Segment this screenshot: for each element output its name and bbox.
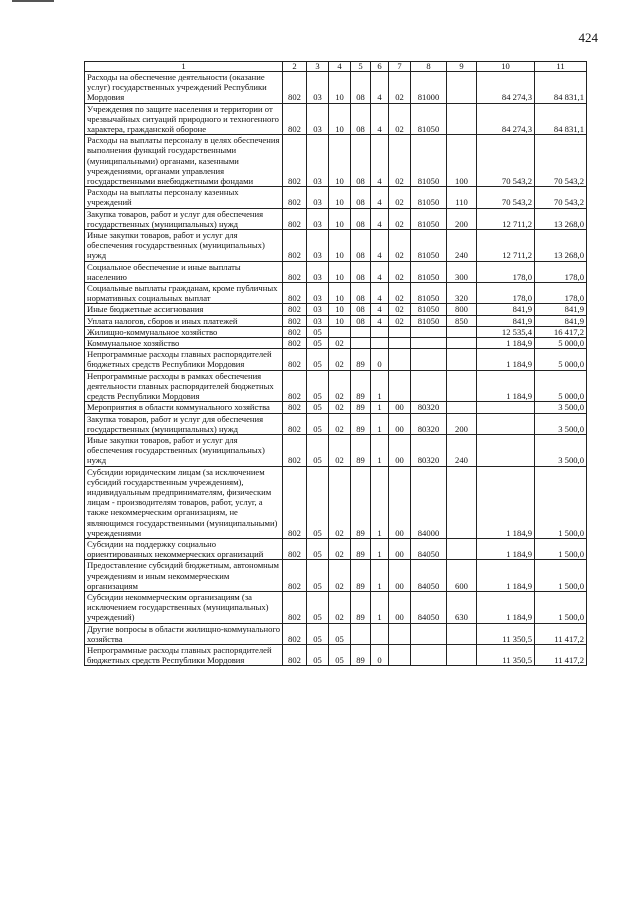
row-title-cell: Предоставление субсидий бюджетным, автономным учреждениям и иным некоммерческим организациям bbox=[85, 560, 283, 592]
value-cell: 84 274,3 bbox=[477, 72, 535, 104]
value-cell: 05 bbox=[307, 466, 329, 538]
value-cell: 02 bbox=[329, 466, 351, 538]
column-header: 5 bbox=[351, 62, 371, 72]
value-cell: 300 bbox=[447, 261, 477, 282]
value-cell: 5 000,0 bbox=[535, 338, 587, 349]
value-cell: 03 bbox=[307, 103, 329, 135]
value-cell: 81050 bbox=[411, 187, 447, 208]
value-cell: 89 bbox=[351, 560, 371, 592]
table-row bbox=[85, 283, 587, 304]
value-cell bbox=[477, 402, 535, 413]
column-header: 1 bbox=[85, 62, 283, 72]
table-row bbox=[85, 315, 587, 326]
value-cell: 802 bbox=[283, 623, 307, 644]
value-cell: 1 500,0 bbox=[535, 591, 587, 623]
value-cell: 1 bbox=[371, 434, 389, 466]
value-cell: 02 bbox=[329, 591, 351, 623]
value-cell: 03 bbox=[307, 315, 329, 326]
value-cell bbox=[477, 413, 535, 434]
value-cell: 802 bbox=[283, 208, 307, 229]
value-cell: 841,9 bbox=[535, 304, 587, 315]
value-cell: 1 bbox=[371, 538, 389, 559]
value-cell: 12 711,2 bbox=[477, 208, 535, 229]
value-cell: 05 bbox=[307, 644, 329, 665]
column-header: 8 bbox=[411, 62, 447, 72]
column-header: 10 bbox=[477, 62, 535, 72]
table-row bbox=[85, 208, 587, 229]
value-cell bbox=[447, 103, 477, 135]
value-cell bbox=[351, 623, 371, 644]
column-header: 3 bbox=[307, 62, 329, 72]
value-cell: 00 bbox=[389, 402, 411, 413]
value-cell: 00 bbox=[389, 434, 411, 466]
row-title-cell: Закупка товаров, работ и услуг для обеспечения государственных (муниципальных) нужд bbox=[85, 208, 283, 229]
value-cell bbox=[371, 623, 389, 644]
value-cell: 02 bbox=[389, 304, 411, 315]
value-cell: 08 bbox=[351, 283, 371, 304]
value-cell bbox=[389, 326, 411, 337]
value-cell: 02 bbox=[389, 72, 411, 104]
row-title-cell: Расходы на выплаты персоналу казенных учреждений bbox=[85, 187, 283, 208]
table-row bbox=[85, 560, 587, 592]
value-cell: 08 bbox=[351, 208, 371, 229]
value-cell: 10 bbox=[329, 72, 351, 104]
budget-table bbox=[84, 61, 587, 666]
value-cell: 11 417,2 bbox=[535, 623, 587, 644]
value-cell: 02 bbox=[329, 538, 351, 559]
value-cell bbox=[351, 338, 371, 349]
value-cell: 802 bbox=[283, 370, 307, 402]
value-cell: 10 bbox=[329, 208, 351, 229]
value-cell bbox=[389, 349, 411, 370]
value-cell: 802 bbox=[283, 326, 307, 337]
table-row bbox=[85, 261, 587, 282]
value-cell: 80320 bbox=[411, 434, 447, 466]
table-row bbox=[85, 644, 587, 665]
row-title-cell: Коммунальное хозяйство bbox=[85, 338, 283, 349]
value-cell: 89 bbox=[351, 402, 371, 413]
value-cell: 802 bbox=[283, 103, 307, 135]
row-title-cell: Иные закупки товаров, работ и услуг для обеспечения государственных (муниципальных) нужд bbox=[85, 434, 283, 466]
value-cell: 02 bbox=[389, 283, 411, 304]
value-cell: 08 bbox=[351, 103, 371, 135]
value-cell: 802 bbox=[283, 349, 307, 370]
value-cell: 802 bbox=[283, 261, 307, 282]
value-cell: 1 500,0 bbox=[535, 538, 587, 559]
value-cell: 84 831,1 bbox=[535, 72, 587, 104]
value-cell: 800 bbox=[447, 304, 477, 315]
value-cell bbox=[389, 644, 411, 665]
value-cell: 02 bbox=[329, 560, 351, 592]
value-cell bbox=[447, 402, 477, 413]
table-row bbox=[85, 349, 587, 370]
value-cell: 802 bbox=[283, 72, 307, 104]
value-cell: 10 bbox=[329, 230, 351, 262]
table-row bbox=[85, 434, 587, 466]
value-cell: 802 bbox=[283, 230, 307, 262]
value-cell bbox=[389, 370, 411, 402]
value-cell bbox=[447, 623, 477, 644]
value-cell: 03 bbox=[307, 261, 329, 282]
value-cell: 4 bbox=[371, 103, 389, 135]
column-header: 2 bbox=[283, 62, 307, 72]
row-title-cell: Непрограммные расходы в рамках обеспечения деятельности главных распорядителей бюджетных средств Республики Мордовия bbox=[85, 370, 283, 402]
page-number: 424 bbox=[578, 30, 598, 45]
value-cell: 13 268,0 bbox=[535, 208, 587, 229]
value-cell: 84 831,1 bbox=[535, 103, 587, 135]
value-cell: 802 bbox=[283, 135, 307, 187]
value-cell: 03 bbox=[307, 230, 329, 262]
value-cell: 12 711,2 bbox=[477, 230, 535, 262]
value-cell: 178,0 bbox=[535, 261, 587, 282]
value-cell: 81050 bbox=[411, 261, 447, 282]
scan-edge-mark bbox=[12, 0, 54, 2]
value-cell bbox=[447, 370, 477, 402]
row-title-cell: Социальные выплаты гражданам, кроме публичных нормативных социальных выплат bbox=[85, 283, 283, 304]
value-cell: 05 bbox=[307, 349, 329, 370]
row-title-cell: Жилищно-коммунальное хозяйство bbox=[85, 326, 283, 337]
value-cell bbox=[447, 644, 477, 665]
value-cell: 802 bbox=[283, 538, 307, 559]
value-cell: 802 bbox=[283, 338, 307, 349]
value-cell: 81050 bbox=[411, 304, 447, 315]
value-cell: 4 bbox=[371, 315, 389, 326]
value-cell bbox=[411, 326, 447, 337]
value-cell: 1 bbox=[371, 591, 389, 623]
value-cell: 200 bbox=[447, 208, 477, 229]
value-cell: 02 bbox=[329, 413, 351, 434]
value-cell: 5 000,0 bbox=[535, 370, 587, 402]
value-cell: 16 417,2 bbox=[535, 326, 587, 337]
value-cell: 3 500,0 bbox=[535, 434, 587, 466]
value-cell: 630 bbox=[447, 591, 477, 623]
value-cell: 08 bbox=[351, 135, 371, 187]
value-cell: 4 bbox=[371, 135, 389, 187]
table-row bbox=[85, 103, 587, 135]
table-row bbox=[85, 304, 587, 315]
value-cell: 03 bbox=[307, 304, 329, 315]
value-cell bbox=[411, 370, 447, 402]
row-title-cell: Иные закупки товаров, работ и услуг для обеспечения государственных (муниципальных) нужд bbox=[85, 230, 283, 262]
value-cell: 10 bbox=[329, 261, 351, 282]
value-cell: 05 bbox=[329, 644, 351, 665]
value-cell: 11 350,5 bbox=[477, 623, 535, 644]
value-cell: 05 bbox=[307, 623, 329, 644]
value-cell: 240 bbox=[447, 230, 477, 262]
value-cell: 4 bbox=[371, 304, 389, 315]
table-row bbox=[85, 413, 587, 434]
table-row bbox=[85, 591, 587, 623]
table-row bbox=[85, 230, 587, 262]
value-cell: 1 500,0 bbox=[535, 466, 587, 538]
value-cell: 3 500,0 bbox=[535, 402, 587, 413]
value-cell: 89 bbox=[351, 370, 371, 402]
value-cell: 89 bbox=[351, 591, 371, 623]
value-cell: 178,0 bbox=[535, 283, 587, 304]
row-title-cell: Расходы на выплаты персоналу в целях обеспечения выполнения функций государственными (муниципальными) органами, казенными учреждениями, органами управления государственными внебюджетными фондами bbox=[85, 135, 283, 187]
value-cell: 84050 bbox=[411, 591, 447, 623]
value-cell: 84050 bbox=[411, 560, 447, 592]
value-cell: 802 bbox=[283, 402, 307, 413]
row-title-cell: Непрограммные расходы главных распорядителей бюджетных средств Республики Мордовия bbox=[85, 349, 283, 370]
table-header bbox=[85, 62, 587, 72]
value-cell: 850 bbox=[447, 315, 477, 326]
value-cell: 00 bbox=[389, 538, 411, 559]
value-cell: 10 bbox=[329, 283, 351, 304]
value-cell: 81000 bbox=[411, 72, 447, 104]
value-cell: 08 bbox=[351, 187, 371, 208]
value-cell: 4 bbox=[371, 187, 389, 208]
row-title-cell: Учреждения по защите населения и территории от чрезвычайных ситуаций природного и техногенного характера, гражданской обороне bbox=[85, 103, 283, 135]
value-cell: 3 500,0 bbox=[535, 413, 587, 434]
value-cell: 89 bbox=[351, 349, 371, 370]
value-cell: 02 bbox=[329, 402, 351, 413]
value-cell bbox=[411, 338, 447, 349]
value-cell bbox=[447, 72, 477, 104]
value-cell: 10 bbox=[329, 103, 351, 135]
value-cell: 200 bbox=[447, 413, 477, 434]
value-cell: 1 bbox=[371, 402, 389, 413]
value-cell: 02 bbox=[389, 261, 411, 282]
value-cell: 4 bbox=[371, 230, 389, 262]
value-cell: 89 bbox=[351, 413, 371, 434]
table-row bbox=[85, 370, 587, 402]
value-cell: 802 bbox=[283, 413, 307, 434]
table-row bbox=[85, 402, 587, 413]
value-cell: 03 bbox=[307, 72, 329, 104]
value-cell: 0 bbox=[371, 349, 389, 370]
value-cell: 00 bbox=[389, 560, 411, 592]
row-title-cell: Уплата налогов, сборов и иных платежей bbox=[85, 315, 283, 326]
value-cell: 320 bbox=[447, 283, 477, 304]
value-cell: 110 bbox=[447, 187, 477, 208]
value-cell: 1 184,9 bbox=[477, 370, 535, 402]
value-cell: 81050 bbox=[411, 283, 447, 304]
table-row bbox=[85, 135, 587, 187]
value-cell: 1 bbox=[371, 560, 389, 592]
value-cell: 0 bbox=[371, 644, 389, 665]
value-cell: 89 bbox=[351, 644, 371, 665]
value-cell: 10 bbox=[329, 187, 351, 208]
value-cell: 89 bbox=[351, 538, 371, 559]
value-cell: 11 417,2 bbox=[535, 644, 587, 665]
table-body bbox=[85, 72, 587, 666]
row-title-cell: Субсидии некоммерческим организациям (за исключением государственных (муниципальных) учреждений) bbox=[85, 591, 283, 623]
value-cell bbox=[371, 338, 389, 349]
table-row bbox=[85, 338, 587, 349]
table-row bbox=[85, 187, 587, 208]
value-cell: 841,9 bbox=[477, 304, 535, 315]
value-cell: 02 bbox=[329, 370, 351, 402]
value-cell: 02 bbox=[389, 230, 411, 262]
value-cell bbox=[389, 338, 411, 349]
value-cell: 13 268,0 bbox=[535, 230, 587, 262]
value-cell: 05 bbox=[307, 560, 329, 592]
value-cell: 1 bbox=[371, 370, 389, 402]
value-cell: 08 bbox=[351, 230, 371, 262]
value-cell: 1 bbox=[371, 413, 389, 434]
value-cell: 08 bbox=[351, 304, 371, 315]
value-cell: 1 184,9 bbox=[477, 466, 535, 538]
value-cell bbox=[329, 326, 351, 337]
value-cell: 05 bbox=[307, 338, 329, 349]
row-title-cell: Другие вопросы в области жилищно-коммунального хозяйства bbox=[85, 623, 283, 644]
row-title-cell: Расходы на обеспечение деятельности (оказание услуг) государственных учреждений Республики Мордовия bbox=[85, 72, 283, 104]
value-cell: 240 bbox=[447, 434, 477, 466]
value-cell: 84000 bbox=[411, 466, 447, 538]
column-header: 11 bbox=[535, 62, 587, 72]
value-cell: 802 bbox=[283, 283, 307, 304]
value-cell: 100 bbox=[447, 135, 477, 187]
value-cell: 02 bbox=[329, 338, 351, 349]
column-header: 6 bbox=[371, 62, 389, 72]
value-cell: 02 bbox=[389, 187, 411, 208]
value-cell: 802 bbox=[283, 591, 307, 623]
value-cell: 802 bbox=[283, 644, 307, 665]
value-cell: 05 bbox=[307, 591, 329, 623]
value-cell: 05 bbox=[307, 413, 329, 434]
value-cell: 89 bbox=[351, 434, 371, 466]
value-cell: 178,0 bbox=[477, 283, 535, 304]
value-cell: 80320 bbox=[411, 402, 447, 413]
table-row bbox=[85, 623, 587, 644]
value-cell bbox=[447, 349, 477, 370]
value-cell bbox=[411, 623, 447, 644]
value-cell: 4 bbox=[371, 208, 389, 229]
value-cell bbox=[477, 434, 535, 466]
value-cell: 05 bbox=[307, 434, 329, 466]
value-cell: 81050 bbox=[411, 208, 447, 229]
row-title-cell: Непрограммные расходы главных распорядителей бюджетных средств Республики Мордовия bbox=[85, 644, 283, 665]
column-header: 7 bbox=[389, 62, 411, 72]
value-cell bbox=[447, 538, 477, 559]
value-cell: 02 bbox=[389, 208, 411, 229]
value-cell: 802 bbox=[283, 315, 307, 326]
value-cell: 1 184,9 bbox=[477, 349, 535, 370]
value-cell: 05 bbox=[329, 623, 351, 644]
value-cell: 02 bbox=[329, 349, 351, 370]
row-title-cell: Иные бюджетные ассигнования bbox=[85, 304, 283, 315]
value-cell: 802 bbox=[283, 434, 307, 466]
value-cell: 600 bbox=[447, 560, 477, 592]
value-cell: 802 bbox=[283, 187, 307, 208]
value-cell: 70 543,2 bbox=[535, 187, 587, 208]
value-cell: 02 bbox=[389, 135, 411, 187]
value-cell: 4 bbox=[371, 261, 389, 282]
value-cell: 05 bbox=[307, 402, 329, 413]
value-cell: 1 184,9 bbox=[477, 560, 535, 592]
value-cell bbox=[447, 466, 477, 538]
value-cell: 802 bbox=[283, 304, 307, 315]
table-row bbox=[85, 538, 587, 559]
row-title-cell: Субсидии юридическим лицам (за исключением субсидий государственным учреждениям), индивидуальным предпринимателям, физическим лицам - производителям товаров, работ, услуг, а также некоммерческим организациям, не являющимся государственными (муниципальными) учреждениями bbox=[85, 466, 283, 538]
value-cell: 02 bbox=[389, 103, 411, 135]
value-cell: 4 bbox=[371, 283, 389, 304]
value-cell bbox=[447, 326, 477, 337]
value-cell: 02 bbox=[329, 434, 351, 466]
value-cell: 02 bbox=[389, 315, 411, 326]
value-cell: 81050 bbox=[411, 135, 447, 187]
value-cell: 5 000,0 bbox=[535, 349, 587, 370]
row-title-cell: Мероприятия в области коммунального хозяйства bbox=[85, 402, 283, 413]
value-cell bbox=[389, 623, 411, 644]
value-cell: 4 bbox=[371, 72, 389, 104]
value-cell: 08 bbox=[351, 315, 371, 326]
row-title-cell: Субсидии на поддержку социально ориентированных некоммерческих организаций bbox=[85, 538, 283, 559]
value-cell: 81050 bbox=[411, 230, 447, 262]
value-cell: 80320 bbox=[411, 413, 447, 434]
value-cell bbox=[411, 349, 447, 370]
table-row bbox=[85, 326, 587, 337]
value-cell: 00 bbox=[389, 466, 411, 538]
value-cell: 1 bbox=[371, 466, 389, 538]
value-cell: 70 543,2 bbox=[477, 135, 535, 187]
value-cell: 81050 bbox=[411, 103, 447, 135]
value-cell: 08 bbox=[351, 261, 371, 282]
value-cell: 10 bbox=[329, 315, 351, 326]
value-cell: 802 bbox=[283, 560, 307, 592]
value-cell: 802 bbox=[283, 466, 307, 538]
table-row bbox=[85, 72, 587, 104]
value-cell bbox=[411, 644, 447, 665]
value-cell: 1 184,9 bbox=[477, 338, 535, 349]
row-title-cell: Закупка товаров, работ и услуг для обеспечения государственных (муниципальных) нужд bbox=[85, 413, 283, 434]
value-cell: 00 bbox=[389, 413, 411, 434]
value-cell: 1 184,9 bbox=[477, 538, 535, 559]
value-cell: 03 bbox=[307, 187, 329, 208]
value-cell: 11 350,5 bbox=[477, 644, 535, 665]
value-cell: 03 bbox=[307, 283, 329, 304]
column-header: 4 bbox=[329, 62, 351, 72]
value-cell bbox=[447, 338, 477, 349]
row-title-cell: Социальное обеспечение и иные выплаты населению bbox=[85, 261, 283, 282]
value-cell: 08 bbox=[351, 72, 371, 104]
value-cell bbox=[351, 326, 371, 337]
value-cell bbox=[371, 326, 389, 337]
value-cell: 89 bbox=[351, 466, 371, 538]
value-cell: 841,9 bbox=[477, 315, 535, 326]
value-cell: 00 bbox=[389, 591, 411, 623]
value-cell: 05 bbox=[307, 538, 329, 559]
value-cell: 10 bbox=[329, 135, 351, 187]
value-cell: 12 535,4 bbox=[477, 326, 535, 337]
value-cell: 84 274,3 bbox=[477, 103, 535, 135]
value-cell: 05 bbox=[307, 370, 329, 402]
value-cell: 841,9 bbox=[535, 315, 587, 326]
value-cell: 1 184,9 bbox=[477, 591, 535, 623]
value-cell: 1 500,0 bbox=[535, 560, 587, 592]
value-cell: 70 543,2 bbox=[477, 187, 535, 208]
column-header: 9 bbox=[447, 62, 477, 72]
value-cell: 03 bbox=[307, 135, 329, 187]
value-cell: 70 543,2 bbox=[535, 135, 587, 187]
table-row bbox=[85, 466, 587, 538]
value-cell: 05 bbox=[307, 326, 329, 337]
value-cell: 178,0 bbox=[477, 261, 535, 282]
value-cell: 81050 bbox=[411, 315, 447, 326]
value-cell: 84050 bbox=[411, 538, 447, 559]
value-cell: 03 bbox=[307, 208, 329, 229]
value-cell: 10 bbox=[329, 304, 351, 315]
